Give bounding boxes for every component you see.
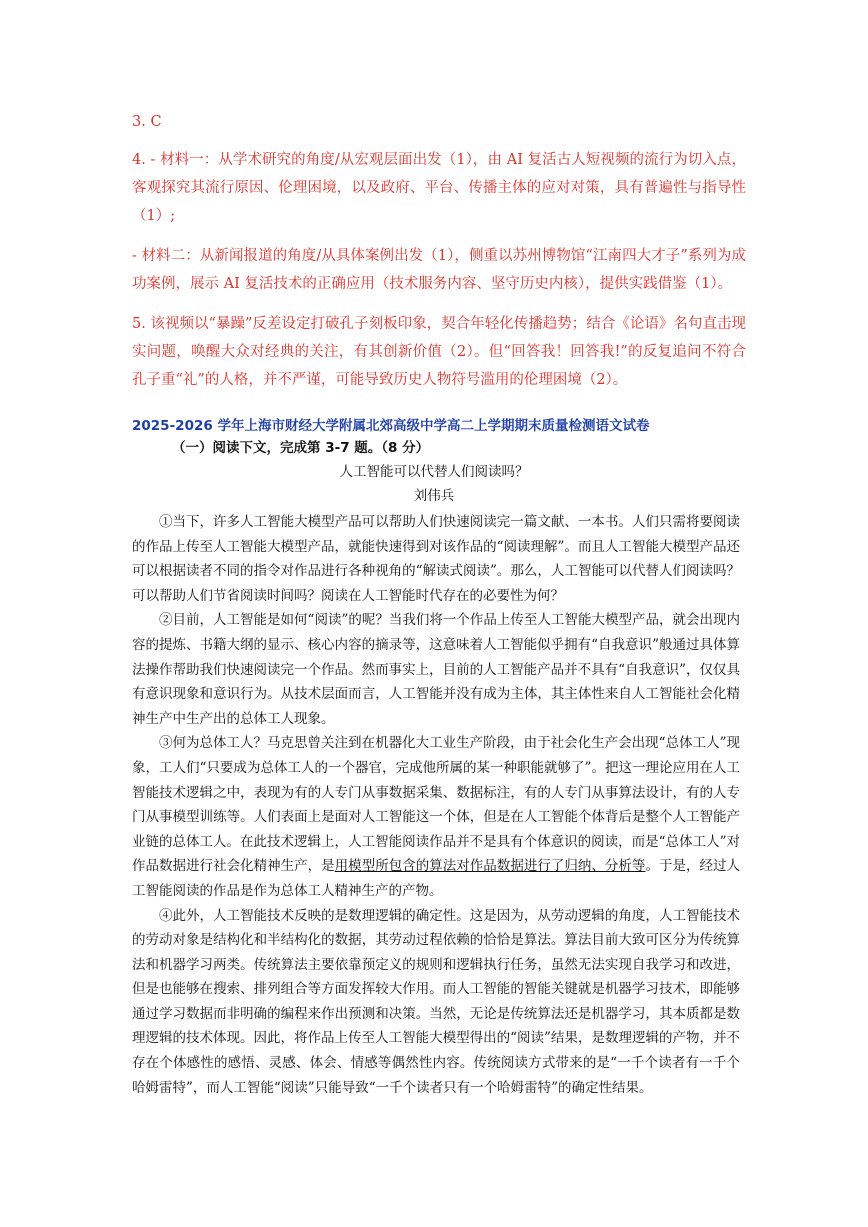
answer-4-material-2: - 材料二：从新闻报道的角度/从具体案例出发（1），侧重以苏州博物馆“江南四大才子”系列为成功案例，展示 AI 复活技术的正确应用（技术服务内容、坚守历史内核），提供实践借鉴（1）。 — [132, 248, 746, 292]
answer-5: 5. 该视频以“暴躁”反差设定打破孔子刻板印象，契合年轻化传播趋势；结合《论语》名句直击现实问题，唤醒大众对经典的关注，有其创新价值（2）。但“回答我！回答我!”的反复追问不符合孔子重“礼”的人格，并不严谨，可能导致历史人物符号滥用的伦理困境（2）。 — [132, 316, 746, 388]
paragraph-3-text-a: ③何为总体工人？马克思曾关注到在机器化大工业生产阶段，由于社会化生产会出现“总体工人”现象，工人们“只要成为总体工人的一个器官，完成他所属的某一种职能就够了”。把这一理论应用在人工智能技术逻辑之中，表现为有的人专门从事数据采集、数据标注，有的人专门从事算法设计，有的人专门从事模型训练等。人们表面上是面对人工智能这一个体，但是在人工智能个体背后是整个人工智能产业链的总体工人。在此技术逻辑上，人工智能阅读作品并不是具有个体意识的阅读，而是“总体工人”对作品数据进行社会化精神生产，是 — [132, 735, 740, 875]
paragraph-3-text-b: 。于是，经过人工智能阅读的作品是作为总体工人精神生产的产物。 — [132, 858, 741, 899]
answer-3: 3. C — [132, 114, 162, 130]
article-author: 刘伟兵 — [413, 488, 455, 504]
underlined-phrase: 用模型所包含的算法对作品数据进行了归纳、分析等 — [334, 858, 646, 875]
answer-4-material-1: 4. - 材料一：从学术研究的角度/从宏观层面出发（1），由 AI 复活古人短视频的流行为切入点，客观探究其流行原因、伦理困境，以及政府、平台、传播主体的应对对策，具有普遍性与指导性（1）; — [132, 152, 746, 224]
answer-key — [132, 108, 746, 406]
section-heading: （一）阅读下文，完成第 3-7 题。（8 分） — [172, 440, 430, 456]
article-body — [132, 510, 740, 1100]
article-title: 人工智能可以代替人们阅读吗？ — [339, 464, 529, 480]
exam-title: 2025-2026 学年上海市财经大学附属北郊高级中学高二上学期期末质量检测语文试卷 — [132, 418, 650, 434]
paragraph-1: ①当下，许多人工智能大模型产品可以帮助人们快速阅读完一篇文献、一本书。人们只需将要阅读的作品上传至人工智能大模型产品，就能快速得到对该作品的“阅读理解”。而且人工智能大模型产品还可以根据读者不同的指令对作品进行各种视角的“解读式阅读”。那么，人工智能可以代替人们阅读吗？可以帮助人们节省阅读时间吗？阅读在人工智能时代存在的必要性为何？ — [132, 514, 740, 604]
paragraph-4: ④此外，人工智能技术反映的是数理逻辑的确定性。这是因为，从劳动逻辑的角度，人工智能技术的劳动对象是结构化和半结构化的数据，其劳动过程依赖的恰恰是算法。算法目前大致可区分为传统算法和机器学习两类。传统算法主要依靠预定义的规则和逻辑执行任务，虽然无法实现自我学习和改进，但是也能够在搜索、排列组合等方面发挥较大作用。而人工智能的智能关键就是机器学习技术，即能够通过学习数据而非明确的编程来作出预测和决策。当然，无论是传统算法还是机器学习，其本质都是数理逻辑的技术体现。因此，将作品上传至人工智能大模型得出的“阅读”结果，是数理逻辑的产物，并不存在个体感性的感悟、灵感、体会、情感等偶然性内容。传统阅读方式带来的是“一千个读者有一千个哈姆雷特”，而人工智能“阅读”只能导致“一千个读者只有一个哈姆雷特”的确定性结果。 — [132, 907, 740, 1096]
paragraph-2: ②目前，人工智能是如何“阅读”的呢？当我们将一个作品上传至人工智能大模型产品，就会出现内容的提炼、书籍大纲的显示、核心内容的摘录等，这意味着人工智能似乎拥有“自我意识”般通过具体算法操作帮助我们快速阅读完一个作品。然而事实上，目前的人工智能产品并不具有“自我意识”，仅仅具有意识现象和意识行为。从技术层面而言，人工智能并没有成为主体，其主体性来自人工智能社会化精神生产中生产出的总体工人现象。 — [132, 612, 740, 727]
paragraph-3 — [132, 731, 740, 903]
